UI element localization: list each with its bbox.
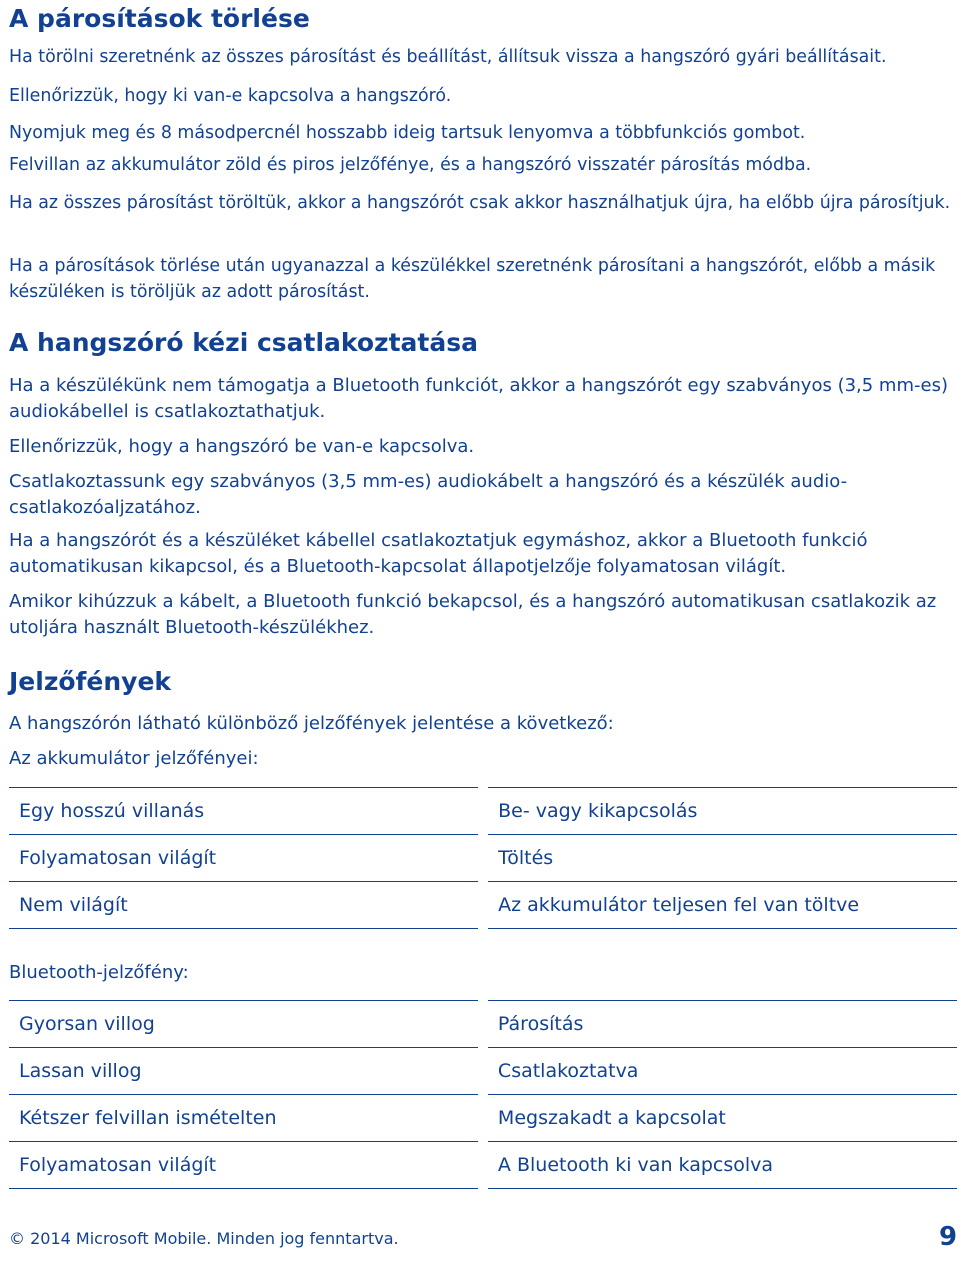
table-cell-meaning: Párosítás bbox=[483, 1001, 957, 1048]
battery-indicators-label: Az akkumulátor jelzőfényei: bbox=[9, 748, 259, 769]
table-row bbox=[9, 882, 957, 929]
table-row bbox=[9, 1048, 957, 1095]
bluetooth-indicator-label: Bluetooth-jelzőfény: bbox=[9, 962, 189, 983]
table-cell-meaning: A Bluetooth ki van kapcsolva bbox=[483, 1142, 957, 1189]
paragraph: Ha a párosítások törlése után ugyanazzal a készülékkel szeretnénk párosítani a hangszórót, előbb a másik készüléken is töröljük az adott párosítást. bbox=[9, 256, 936, 302]
table-cell-signal: Nem világít bbox=[9, 882, 483, 929]
table-cell-signal: Kétszer felvillan ismételten bbox=[9, 1095, 483, 1142]
paragraph: Nyomjuk meg és 8 másodpercnél hosszabb ideig tartsuk lenyomva a többfunkciós gombot. bbox=[9, 123, 806, 143]
table-cell-meaning: Be- vagy kikapcsolás bbox=[483, 788, 957, 835]
table-row bbox=[9, 788, 957, 835]
paragraph: Ha a készülékünk nem támogatja a Bluetooth funkciót, akkor a hangszórót egy szabványos (3,5 mm-es) audiokábellel is csatlakoztathatjuk. bbox=[9, 375, 948, 422]
table-cell-meaning: Az akkumulátor teljesen fel van töltve bbox=[483, 882, 957, 929]
section-title-indicator-lights: Jelzőfények bbox=[9, 667, 172, 696]
table-row bbox=[9, 1095, 957, 1142]
paragraph: Ellenőrizzük, hogy a hangszóró be van-e kapcsolva. bbox=[9, 436, 475, 457]
paragraph: Felvillan az akkumulátor zöld és piros jelzőfénye, és a hangszóró visszatér párosítás módba. bbox=[9, 155, 812, 175]
table-cell-signal: Gyorsan villog bbox=[9, 1001, 483, 1048]
indicators-intro: A hangszórón látható különböző jelzőfények jelentése a következő: bbox=[9, 713, 614, 734]
paragraph: Ha a hangszórót és a készüléket kábellel csatlakoztatjuk egymáshoz, akkor a Bluetooth funkció automatikusan kikapcsol, és a Bluetooth-kapcsolat állapotjelzője folyamatosan világít. bbox=[9, 530, 868, 577]
table-cell-signal: Folyamatosan világít bbox=[9, 835, 483, 882]
paragraph: Ha az összes párosítást töröltük, akkor a hangszórót csak akkor használhatjuk újra, ha előbb újra párosítjuk. bbox=[9, 193, 951, 213]
paragraph: Csatlakoztassunk egy szabványos (3,5 mm-es) audiokábelt a hangszóró és a készülék audio-csatlakozóaljzatához. bbox=[9, 471, 848, 518]
section-title-manual-connection: A hangszóró kézi csatlakoztatása bbox=[9, 328, 478, 357]
table-row bbox=[9, 1142, 957, 1189]
page-number: 9 bbox=[939, 1222, 958, 1252]
section-title-reset-pairings: A párosítások törlése bbox=[9, 4, 310, 33]
paragraph: Amikor kihúzzuk a kábelt, a Bluetooth funkció bekapcsol, és a hangszóró automatikusan csatlakozik az utoljára használt Bluetooth-készülékhez. bbox=[9, 591, 937, 638]
copyright-notice: © 2014 Microsoft Mobile. Minden jog fenntartva. bbox=[9, 1229, 399, 1248]
table-cell-meaning: Töltés bbox=[483, 835, 957, 882]
paragraph: Ellenőrizzük, hogy ki van-e kapcsolva a hangszóró. bbox=[9, 86, 452, 106]
table-cell-meaning: Megszakadt a kapcsolat bbox=[483, 1095, 957, 1142]
paragraph: Ha törölni szeretnénk az összes párosítást és beállítást, állítsuk vissza a hangszóró gyári beállításait. bbox=[9, 47, 887, 67]
table-cell-meaning: Csatlakoztatva bbox=[483, 1048, 957, 1095]
table-row bbox=[9, 1001, 957, 1048]
table-cell-signal: Folyamatosan világít bbox=[9, 1142, 483, 1189]
table-row bbox=[9, 835, 957, 882]
table-cell-signal: Lassan villog bbox=[9, 1048, 483, 1095]
battery-indicator-table bbox=[9, 787, 957, 929]
table-cell-signal: Egy hosszú villanás bbox=[9, 788, 483, 835]
bluetooth-indicator-table bbox=[9, 1000, 957, 1189]
